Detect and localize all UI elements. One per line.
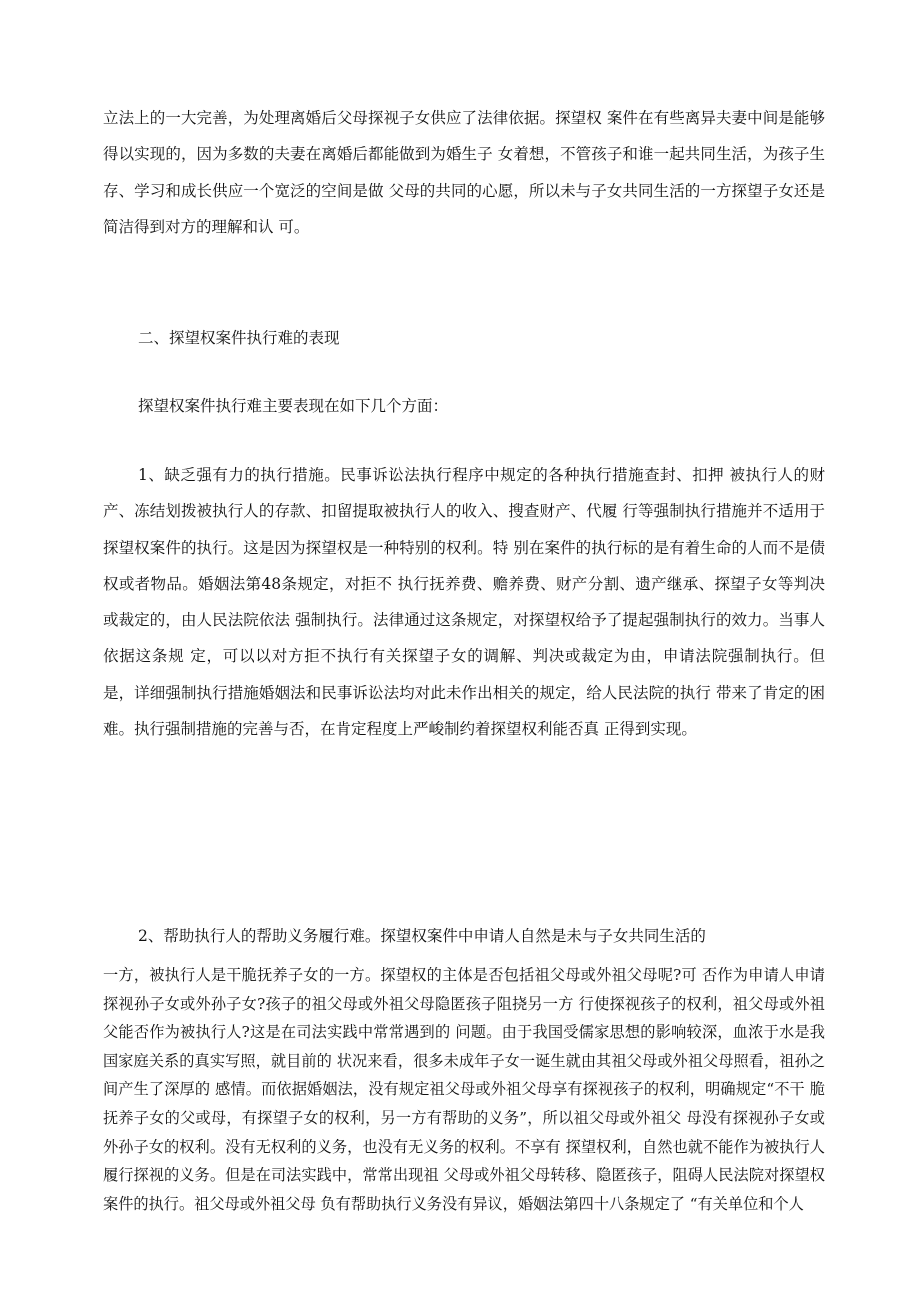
paragraph-item-2-lead-text: 2、帮助执行人的帮助义务履行难。探望权案件中申请人自然是未与子女共同生活的 <box>138 927 706 945</box>
paragraph-item-1-text: 1、缺乏强有力的执行措施。民事诉讼法执行程序中规定的各种执行措施查封、扣押 被执行人的财产、冻结划拨被执行人的存款、扣留提取被执行人的收入、搜查财产、代履 行等强制执行措施并不适用于探望权案件的执行。这是因为探望权是一种特别的权利。特 别在案件的执行标的是有着生命的人而不是债权或者物品。婚姻法第48条规定，对拒不 执行抚养费、赡养费、财产分割、遗产继承、探望子女等判决或裁定的，由人民法院依法 强制执行。法律通过这条规定，对探望权给予了提起强制执行的效力。当事人依据这条规 定，可以以对方拒不执行有关探望子女的调解、判决或裁定为由，申请法院强制执行。但 是，详细强制执行措施婚姻法和民事诉讼法均对此未作出相关的规定，给人民法院的执行 带来了肯定的困难。执行强制措施的完善与否，在肯定程度上严峻制约着探望权利能否真 正得到实现。 <box>103 466 825 739</box>
section-heading <box>138 320 828 356</box>
section-heading-text: 二、探望权案件执行难的表现 <box>138 329 340 347</box>
paragraph-item-2-lead <box>138 918 828 954</box>
paragraph-item-2-body-text: 一方，被执行人是干脆抚养子女的一方。探望权的主体是否包括祖父母或外祖父母呢?可 否作为申请人申请探视孙子女或外孙子女?孩子的祖父母或外祖父母隐匿孩子阻挠另一方 行使探视孩子的权利，祖父母或外祖父能否作为被执行人?这是在司法实践中常常遇到的 问题。由于我国受儒家思想的影响较深，血浓于水是我国家庭关系的真实写照，就目前的 状况来看，很多未成年子女一诞生就由其祖父母或外祖父母照看，祖孙之间产生了深厚的 感情。而依据婚姻法，没有规定祖父母或外祖父母享有探视孩子的权利，明确规定“不干 脆抚养子女的父或母，有探望子女的权利，另一方有帮助的义务”，所以祖父母或外祖父 母没有探视孙子女或外孙子女的权利。没有无权利的义务，也没有无义务的权利。不享有 探望权利，自然也就不能作为被执行人履行探视的义务。但是在司法实践中，常常出现祖 父母或外祖父母转移、隐匿孩子，阻碍人民法院对探望权案件的执行。祖父母或外祖父母 负有帮助执行义务没有异议，婚姻法第四十八条规定了 “有关单位和个人 <box>103 966 825 1213</box>
paragraph-item-1 <box>103 457 825 747</box>
paragraph-intro-text: 探望权案件执行难主要表现在如下几个方面： <box>138 397 449 415</box>
paragraph-1 <box>103 100 825 245</box>
paragraph-intro <box>138 388 828 424</box>
paragraph-item-2-body <box>103 961 825 1218</box>
paragraph-1-text: 立法上的一大完善，为处理离婚后父母探视子女供应了法律依据。探望权 案件在有些离异夫妻中间是能够得以实现的，因为多数的夫妻在离婚后都能做到为婚生子 女着想，不管孩子和谁一起共同生活，为孩子生存、学习和成长供应一个宽泛的空间是做 父母的共同的心愿，所以未与子女共同生活的一方探望子女还是简洁得到对方的理解和认 可。 <box>103 109 825 236</box>
